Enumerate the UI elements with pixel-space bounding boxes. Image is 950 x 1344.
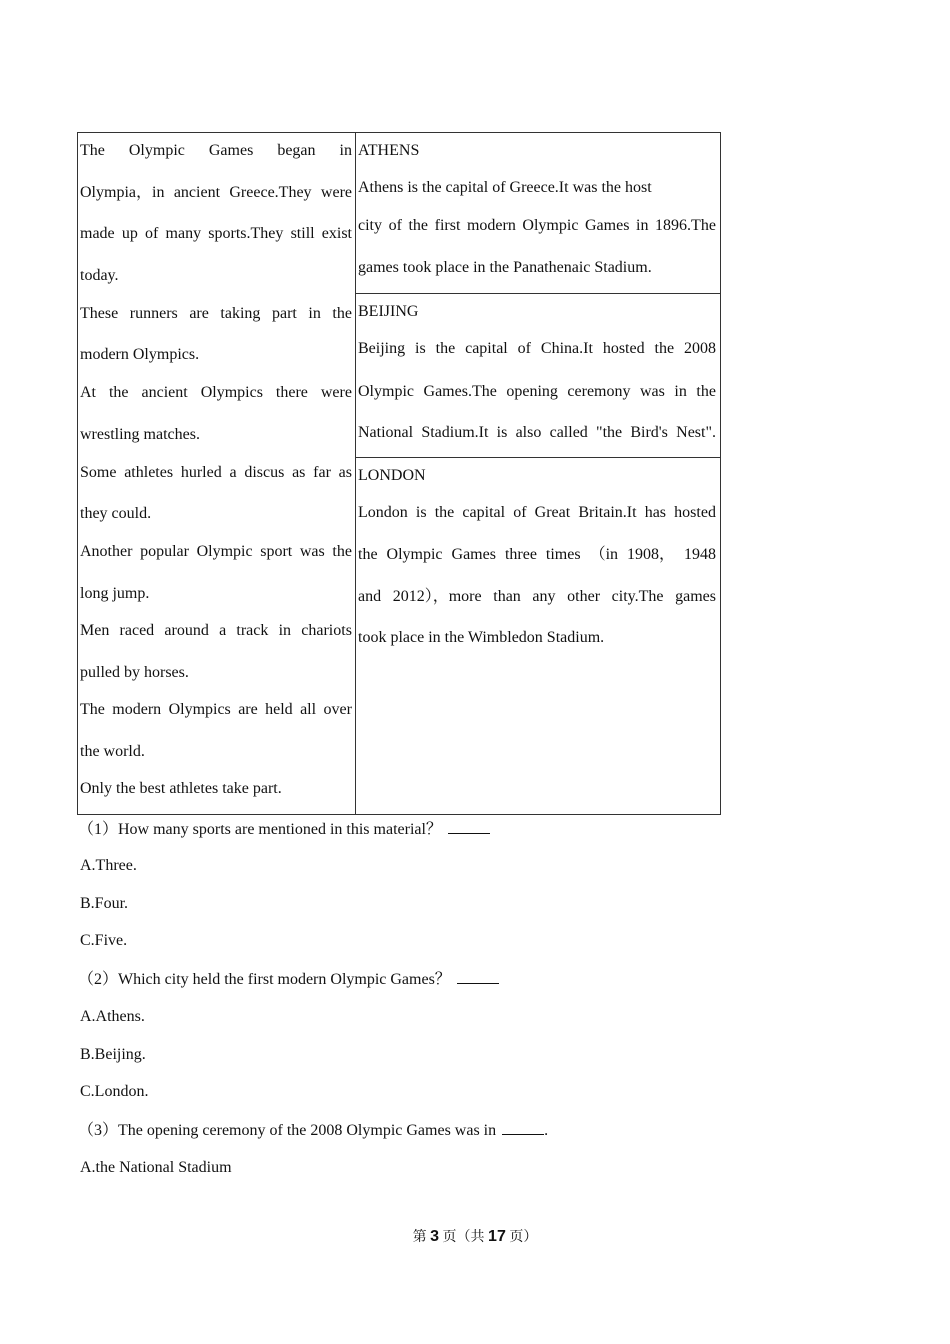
city-text-line: National Stadium.It is also called "the Bird's Nest".: [358, 424, 716, 441]
city-text-line: city of the first modern Olympic Games in 1896.The: [358, 217, 716, 234]
left-column-line: Men raced around a track in chariots: [80, 622, 352, 639]
answer-option: C.London.: [80, 1083, 149, 1100]
left-column-line: made up of many sports.They still exist: [80, 225, 352, 242]
left-column-line: the world.: [80, 743, 145, 760]
city-text-line: London is the capital of Great Britain.It has hosted: [358, 504, 716, 521]
city-text-line: took place in the Wimbledon Stadium.: [358, 629, 605, 646]
left-column-line: pulled by horses.: [80, 664, 189, 681]
passage-table: [77, 132, 721, 815]
footer-prefix: 第: [412, 1230, 427, 1245]
left-column-line: At the ancient Olympics there were: [80, 384, 352, 401]
footer-middle: 页（共: [442, 1230, 485, 1245]
answer-option: A.Three.: [80, 857, 137, 874]
left-column-line: wrestling matches.: [80, 426, 200, 443]
city-text-line: Beijing is the capital of China.It hosted the 2008: [358, 340, 716, 357]
city-text-line: Olympic Games.The opening ceremony was in the: [358, 383, 716, 400]
left-column-line: Olympia，in ancient Greece.They were: [80, 184, 352, 201]
answer-option: C.Five.: [80, 932, 128, 949]
beijing-cell: [356, 294, 721, 458]
left-column-line: Another popular Olympic sport was the: [80, 543, 352, 560]
city-heading: ATHENS: [358, 142, 420, 159]
london-cell: [356, 458, 721, 815]
city-text-line: the Olympic Games three times （in 1908， 1948: [358, 546, 716, 563]
answer-blank[interactable]: [448, 819, 490, 834]
question-text: （1）How many sports are mentioned in this material？: [78, 821, 442, 838]
city-heading: BEIJING: [358, 303, 419, 320]
left-column-line: long jump.: [80, 585, 150, 602]
footer-suffix: 页）: [509, 1230, 538, 1245]
page-footer: [0, 1227, 950, 1248]
left-column-line: The modern Olympics are held all over: [80, 701, 352, 718]
left-column-line: they could.: [80, 505, 152, 522]
answer-option: B.Four.: [80, 895, 129, 912]
answer-option: A.the National Stadium: [80, 1159, 232, 1176]
left-column-line: The Olympic Games began in: [80, 142, 352, 159]
city-heading: LONDON: [358, 467, 426, 484]
city-text-line: games took place in the Panathenaic Stadium.: [358, 259, 652, 276]
city-text-line: Athens is the capital of Greece.It was the host: [358, 179, 652, 196]
question-text: （2）Which city held the first modern Olympic Games？: [78, 971, 451, 988]
question-text: （3）The opening ceremony of the 2008 Olympic Games was in: [78, 1122, 497, 1139]
question-prompt: [78, 969, 499, 990]
question-suffix: .: [544, 1122, 549, 1139]
left-column-line: modern Olympics.: [80, 346, 200, 363]
answer-option: B.Beijing.: [80, 1046, 146, 1063]
left-column-line: Only the best athletes take part.: [80, 780, 282, 797]
footer-total-pages: 17: [488, 1228, 506, 1245]
left-column-line: These runners are taking part in the: [80, 305, 352, 322]
city-text-line: and 2012），more than any other city.The games: [358, 588, 716, 605]
answer-blank[interactable]: [502, 1120, 544, 1135]
question-prompt: [78, 819, 490, 840]
athens-cell: [356, 133, 721, 294]
question-prompt: [78, 1120, 548, 1141]
answer-blank[interactable]: [457, 969, 499, 984]
footer-page-number: 3: [430, 1228, 440, 1245]
left-column-line: Some athletes hurled a discus as far as: [80, 464, 352, 481]
answer-option: A.Athens.: [80, 1008, 145, 1025]
left-column-line: today.: [80, 267, 119, 284]
left-column-cell: [78, 133, 356, 815]
